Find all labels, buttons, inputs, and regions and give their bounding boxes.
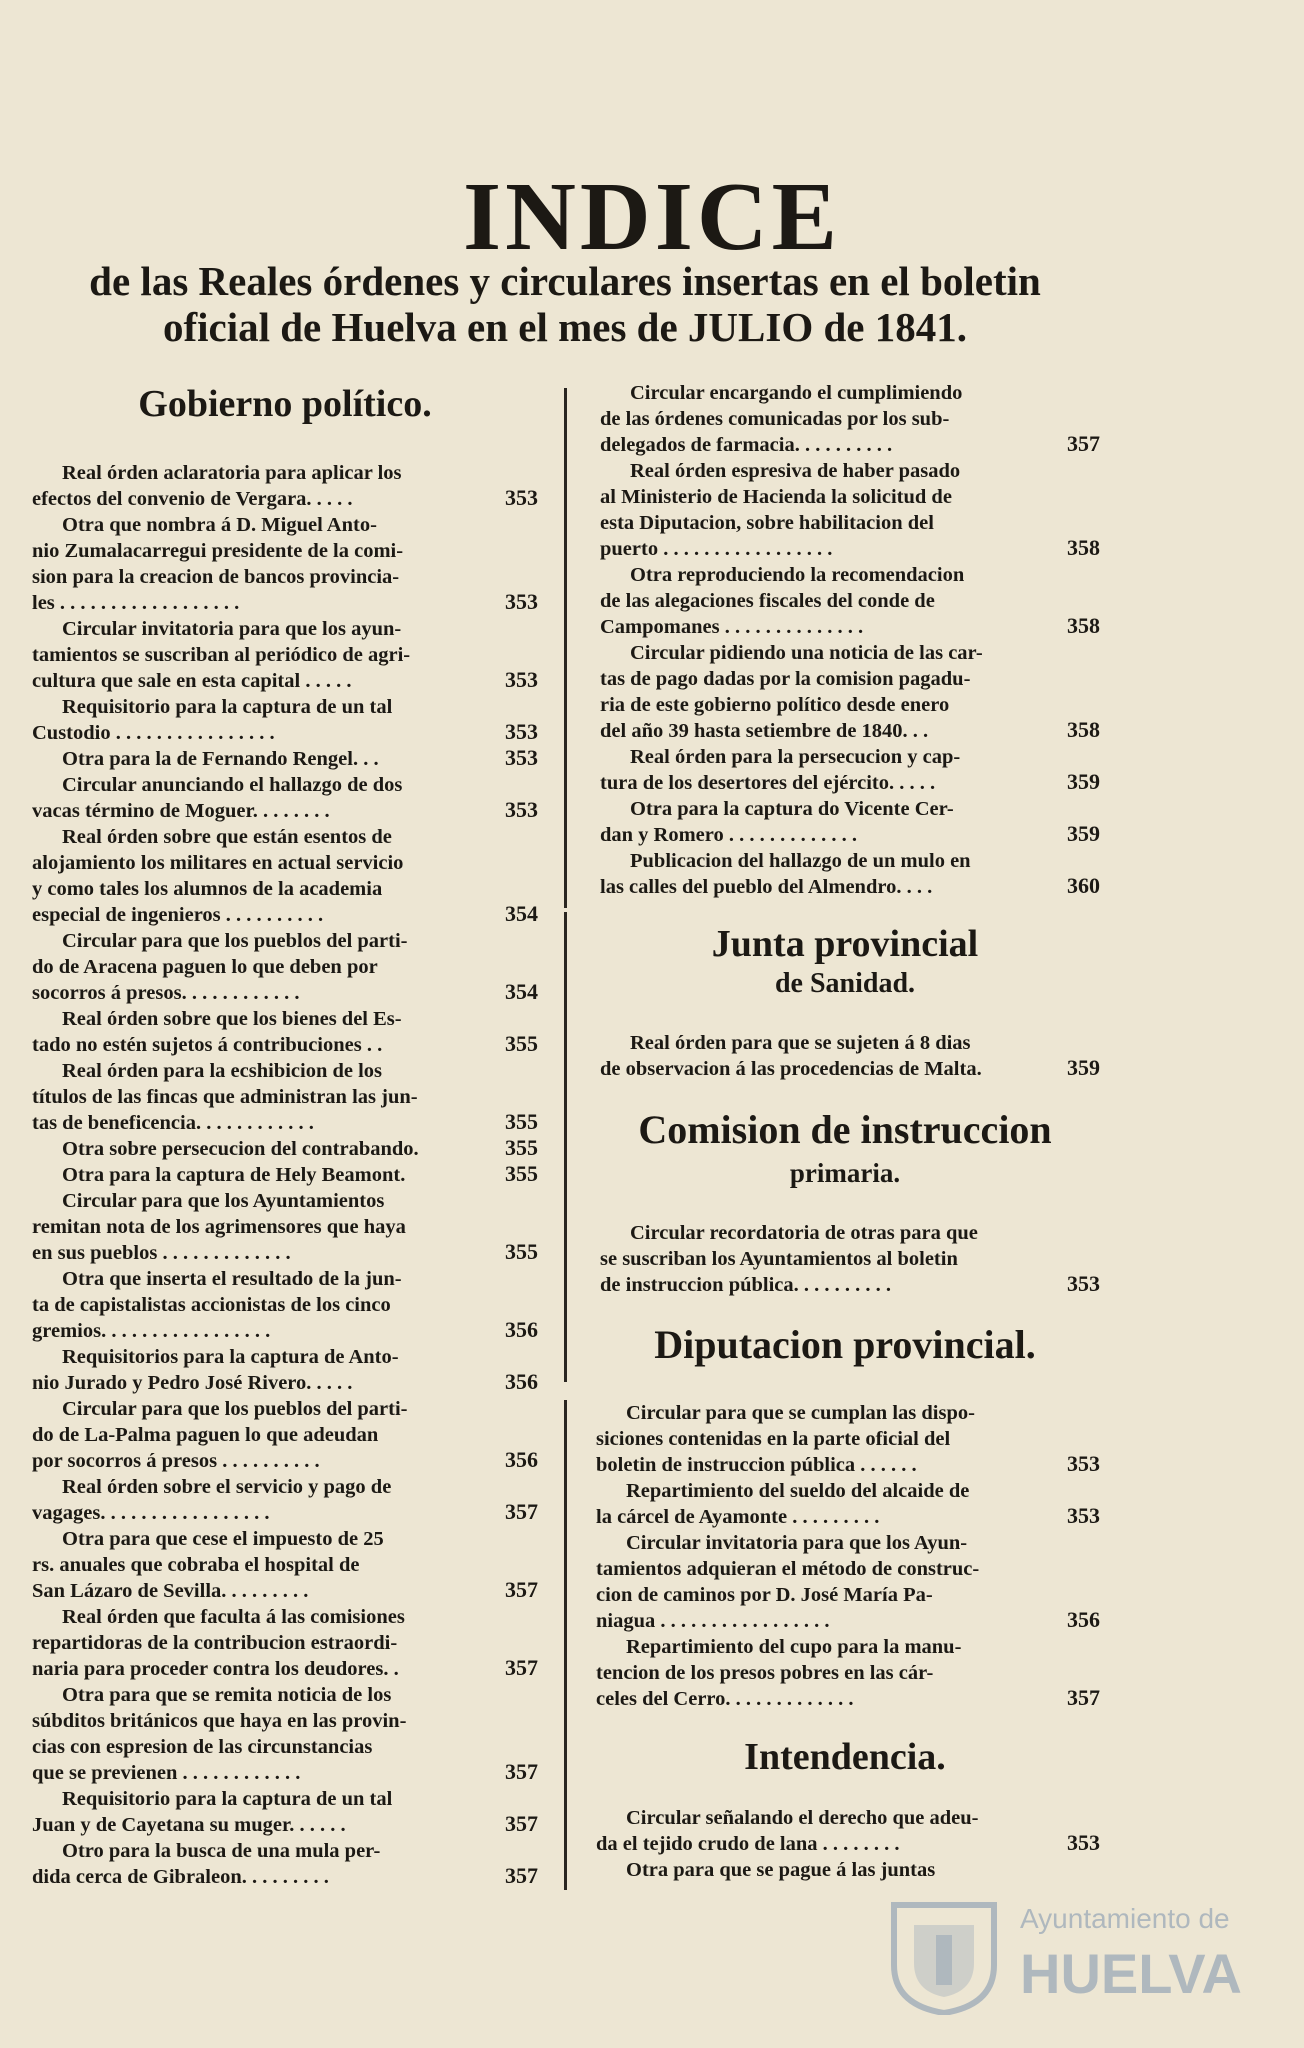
index-entry <box>32 616 472 694</box>
entry-text-line: esta Diputacion, sobre habilitacion del <box>600 512 934 534</box>
page-number: 353 <box>505 797 538 822</box>
index-entry <box>32 1604 472 1682</box>
entry-text-line: Circular recordatoria de otras para que <box>630 1222 978 1244</box>
entry-text-line: cias con espresion de las circunstancias <box>32 1736 373 1758</box>
index-entry <box>600 848 1032 900</box>
entry-text-line: se suscriban los Ayuntamientos al boletin <box>600 1248 958 1270</box>
entry-text-line: Requisitorio para la captura de un tal <box>62 696 393 718</box>
entry-text-line: Otra para la captura de Hely Beamont. <box>62 1164 406 1186</box>
page-number: 353 <box>505 667 538 692</box>
entry-text-line: Circular señalando el derecho que adeu- <box>626 1807 979 1829</box>
entry-text-line: Circular para que se cumplan las dispo- <box>626 1402 975 1424</box>
entry-text-line: Requisitorios para la captura de Anto- <box>62 1346 399 1368</box>
index-entry <box>600 562 1032 640</box>
page-number: 353 <box>505 589 538 614</box>
entry-text-line: da el tejido crudo de lana . . . . . . . . <box>596 1833 900 1855</box>
page-title: INDICE <box>463 163 841 271</box>
entry-text-line: Repartimiento del sueldo del alcaide de <box>626 1480 970 1502</box>
entry-text-line: nio Jurado y Pedro José Rivero. . . . . <box>32 1372 353 1394</box>
ayuntamiento-watermark <box>880 1895 1240 2025</box>
entry-text-line: de observacion á las procedencias de Malta. <box>600 1058 982 1080</box>
index-entry <box>32 928 472 1006</box>
watermark-line-2: HUELVA <box>1020 1942 1242 2005</box>
entry-text-line: Otra para la de Fernando Rengel. . . <box>62 748 379 770</box>
index-entry <box>32 1006 472 1058</box>
entry-text-line: Requisitorio para la captura de un tal <box>62 1788 393 1810</box>
entry-text-line: Publicacion del hallazgo de un mulo en <box>630 850 971 872</box>
subtitle-line-2: oficial de Huelva en el mes de JULIO de 1841. <box>162 304 967 350</box>
entry-text-line: naria para proceder contra los deudores. . <box>32 1658 399 1680</box>
index-entry <box>32 1266 472 1344</box>
entry-text-line: dan y Romero . . . . . . . . . . . . . <box>600 824 858 846</box>
entry-text-line: Otra que inserta el resultado de la jun- <box>62 1268 402 1290</box>
entry-text-line: boletin de instruccion pública . . . . . . <box>596 1454 917 1476</box>
entry-text-line: al Ministerio de Hacienda la solicitud de <box>600 486 952 508</box>
section-subheading-primaria: primaria. <box>789 1158 901 1188</box>
page-number: 356 <box>505 1447 538 1472</box>
entry-text-line: Otra reproduciendo la recomendacion <box>630 564 965 586</box>
entry-text-line: Real órden aclaratoria para aplicar los <box>62 462 402 484</box>
index-entry <box>596 1530 1032 1634</box>
entry-text-line: remitan nota de los agrimensores que haya <box>32 1216 406 1238</box>
entry-text-line: ria de este gobierno político desde enero <box>600 694 950 716</box>
section-heading-intendencia: Intendencia. <box>744 1736 946 1778</box>
entry-text-line: San Lázaro de Sevilla. . . . . . . . . <box>32 1580 309 1602</box>
index-entry <box>596 1857 1032 1883</box>
column-divider-bottom <box>564 1400 567 1890</box>
entry-text-line: tas de beneficencia. . . . . . . . . . . . <box>32 1112 314 1134</box>
index-entry <box>600 458 1032 562</box>
entry-text-line: especial de ingenieros . . . . . . . . . . <box>32 904 324 926</box>
page-number: 357 <box>1067 431 1100 456</box>
subtitle-line-1: de las Reales órdenes y circulares insertas en el boletin <box>89 258 1041 304</box>
page-number: 353 <box>505 719 538 744</box>
index-entry <box>32 1838 472 1890</box>
entry-text-line: Otra para que se pague á las juntas <box>626 1859 936 1881</box>
entry-text-line: tamientos adquieran el método de construc- <box>596 1558 980 1580</box>
section-heading-junta: Junta provincial <box>711 923 979 965</box>
city-seal-icon <box>884 1895 1004 2015</box>
entry-text-line: puerto . . . . . . . . . . . . . . . . . <box>600 538 833 560</box>
page-number: 356 <box>1067 1607 1100 1632</box>
entry-text-line: de las alegaciones fiscales del conde de <box>600 590 935 612</box>
section-heading-gobierno: Gobierno político. <box>138 383 432 425</box>
entry-text-line: efectos del convenio de Vergara. . . . . <box>32 488 353 510</box>
page-number: 359 <box>1067 821 1100 846</box>
index-entry <box>600 796 1032 848</box>
entry-text-line: la cárcel de Ayamonte . . . . . . . . . <box>596 1506 880 1528</box>
column-divider-middle <box>564 912 567 1382</box>
entry-text-line: gremios. . . . . . . . . . . . . . . . . <box>32 1320 271 1342</box>
entry-text-line: Otra para la captura do Vicente Cer- <box>630 798 954 820</box>
index-entry <box>32 1396 472 1474</box>
index-entry <box>32 746 472 772</box>
entry-text-line: rs. anuales que cobraba el hospital de <box>32 1554 360 1576</box>
entry-text-line: Circular invitatoria para que los Ayun- <box>626 1532 968 1554</box>
entry-text-line: Circular pidiendo una noticia de las car- <box>630 642 983 664</box>
entry-text-line: Circular anunciando el hallazgo de dos <box>62 774 403 796</box>
index-entry <box>32 460 472 512</box>
entry-text-line: Campomanes . . . . . . . . . . . . . . <box>600 616 864 638</box>
entry-text-line: les . . . . . . . . . . . . . . . . . . <box>32 592 240 614</box>
index-entry <box>32 1526 472 1604</box>
page-number: 355 <box>505 1135 538 1160</box>
entry-text-line: súbditos británicos que haya en las provin- <box>32 1710 407 1732</box>
entry-text-line: alojamiento los militares en actual servicio <box>32 852 404 874</box>
column-divider-top <box>564 388 567 908</box>
page-number: 357 <box>505 1577 538 1602</box>
page-subtitle <box>0 258 1130 350</box>
page-number: 356 <box>505 1317 538 1342</box>
entry-text-line: vagages. . . . . . . . . . . . . . . . . <box>32 1502 270 1524</box>
entry-text-line: ta de capistalistas accionistas de los cinco <box>32 1294 391 1316</box>
index-entry <box>32 1474 472 1526</box>
section-heading-comision: Comision de instruccion <box>638 1107 1052 1152</box>
page-number: 354 <box>505 901 538 926</box>
index-entry <box>32 772 472 824</box>
entry-text-line: y como tales los alumnos de la academia <box>32 878 383 900</box>
entry-text-line: vacas término de Moguer. . . . . . . . <box>32 800 330 822</box>
page-number: 353 <box>1067 1503 1100 1528</box>
index-entry <box>32 694 472 746</box>
entry-text-line: Repartimiento del cupo para la manu- <box>626 1636 962 1658</box>
entry-text-line: do de Aracena paguen lo que deben por <box>32 956 378 978</box>
entry-text-line: dida cerca de Gibraleon. . . . . . . . . <box>32 1866 329 1888</box>
index-entry <box>600 1030 1032 1082</box>
index-entry <box>600 380 1032 458</box>
entry-text-line: del año 39 hasta setiembre de 1840. . . <box>600 720 929 742</box>
entry-text-line: repartidoras de la contribucion estraordi- <box>32 1632 398 1654</box>
entry-text-line: tas de pago dadas por la comision pagadu- <box>600 668 971 690</box>
entry-text-line: tencion de los presos pobres en las cár- <box>596 1662 934 1684</box>
page-number: 357 <box>505 1655 538 1680</box>
entry-text-line: niagua . . . . . . . . . . . . . . . . . <box>596 1610 830 1632</box>
entry-text-line: de las órdenes comunicadas por los sub- <box>600 408 950 430</box>
page-number: 359 <box>1067 1055 1100 1080</box>
entry-text-line: Otra sobre persecucion del contrabando. <box>62 1138 419 1160</box>
page-number: 355 <box>505 1161 538 1186</box>
index-entry <box>596 1634 1032 1712</box>
entry-text-line: Circular para que los pueblos del parti- <box>62 1398 408 1420</box>
page-number: 355 <box>505 1109 538 1134</box>
entry-text-line: en sus pueblos . . . . . . . . . . . . . <box>32 1242 291 1264</box>
entry-text-line: cultura que sale en esta capital . . . . . <box>32 670 352 692</box>
index-entry <box>600 640 1032 744</box>
page-number: 358 <box>1067 613 1100 638</box>
entry-text-line: celes del Cerro. . . . . . . . . . . . . <box>596 1688 854 1710</box>
index-entry <box>32 1188 472 1266</box>
entry-text-line: cion de caminos por D. José María Pa- <box>596 1584 933 1606</box>
page-number: 354 <box>505 979 538 1004</box>
page-number: 357 <box>505 1811 538 1836</box>
index-entry <box>32 1058 472 1136</box>
entry-text-line: Circular para que los Ayuntamientos <box>62 1190 385 1212</box>
entry-text-line: tura de los desertores del ejército. . . . . <box>600 772 936 794</box>
entry-text-line: sion para la creacion de bancos provincia- <box>32 566 400 588</box>
entry-text-line: las calles del pueblo del Almendro. . . . <box>600 876 933 898</box>
entry-text-line: Otra para que cese el impuesto de 25 <box>62 1528 384 1550</box>
section-subheading-sanidad: de Sanidad. <box>774 968 916 999</box>
index-entry <box>32 1162 472 1188</box>
entry-text-line: Real órden para que se sujeten á 8 dias <box>630 1032 971 1054</box>
entry-text-line: Real órden que faculta á las comisiones <box>62 1606 405 1628</box>
entry-text-line: Real órden sobre que están esentos de <box>62 826 392 848</box>
index-entry <box>596 1400 1032 1478</box>
entry-text-line: delegados de farmacia. . . . . . . . . . <box>600 434 893 456</box>
index-entry <box>32 512 472 616</box>
page-number: 353 <box>505 485 538 510</box>
entry-text-line: siciones contenidas en la parte oficial del <box>596 1428 951 1450</box>
entry-text-line: tamientos se suscriban al periódico de agri- <box>32 644 411 666</box>
entry-text-line: Real órden para la ecshibicion de los <box>62 1060 383 1082</box>
page-number: 359 <box>1067 769 1100 794</box>
watermark-line-1: Ayuntamiento de <box>1020 1903 1230 1934</box>
index-entry <box>32 1682 472 1786</box>
entry-text-line: Otra que nombra á D. Miguel Anto- <box>62 514 377 536</box>
index-entry <box>32 1136 472 1162</box>
entry-text-line: de instruccion pública. . . . . . . . . . <box>600 1274 892 1296</box>
section-heading-diputacion: Diputacion provincial. <box>654 1322 1036 1367</box>
page-number: 353 <box>1067 1451 1100 1476</box>
entry-text-line: tado no estén sujetos á contribuciones . . <box>32 1034 383 1056</box>
index-entry <box>596 1478 1032 1530</box>
entry-text-line: Real órden espresiva de haber pasado <box>630 460 961 482</box>
entry-text-line: Custodio . . . . . . . . . . . . . . . . <box>32 722 275 744</box>
page-number: 357 <box>1067 1685 1100 1710</box>
entry-text-line: que se previenen . . . . . . . . . . . . <box>32 1762 301 1784</box>
entry-text-line: Circular invitatoria para que los ayun- <box>62 618 402 640</box>
entry-text-line: Real órden sobre el servicio y pago de <box>62 1476 392 1498</box>
page-number: 353 <box>1067 1830 1100 1855</box>
entry-text-line: títulos de las fincas que administran las jun- <box>32 1086 418 1108</box>
page-number: 353 <box>1067 1271 1100 1296</box>
entry-text-line: Real órden para la persecucion y cap- <box>630 746 961 768</box>
page-number: 355 <box>505 1031 538 1056</box>
page-number: 357 <box>505 1499 538 1524</box>
entry-text-line: Otro para la busca de una mula per- <box>62 1840 381 1862</box>
entry-text-line: por socorros á presos . . . . . . . . . . <box>32 1450 320 1472</box>
page-number: 357 <box>505 1759 538 1784</box>
entry-text-line: Otra para que se remita noticia de los <box>62 1684 392 1706</box>
page-number: 356 <box>505 1369 538 1394</box>
index-entry <box>600 744 1032 796</box>
index-entry <box>32 824 472 928</box>
entry-text-line: socorros á presos. . . . . . . . . . . . <box>32 982 300 1004</box>
page-number: 355 <box>505 1239 538 1264</box>
index-entry <box>32 1786 472 1838</box>
page-number: 360 <box>1067 873 1100 898</box>
entry-text-line: Real órden sobre que los bienes del Es- <box>62 1008 402 1030</box>
entry-text-line: nio Zumalacarregui presidente de la comi- <box>32 540 404 562</box>
entry-text-line: Juan y de Cayetana su muger. . . . . . <box>32 1814 346 1836</box>
page-number: 357 <box>505 1863 538 1888</box>
page-number: 358 <box>1067 717 1100 742</box>
page-number: 358 <box>1067 535 1100 560</box>
index-entry <box>600 1220 1032 1298</box>
entry-text-line: do de La-Palma paguen lo que adeudan <box>32 1424 379 1446</box>
page-number: 353 <box>505 745 538 770</box>
entry-text-line: Circular encargando el cumplimiendo <box>630 382 963 404</box>
index-entry <box>32 1344 472 1396</box>
entry-text-line: Circular para que los pueblos del parti- <box>62 930 408 952</box>
index-entry <box>596 1805 1032 1857</box>
